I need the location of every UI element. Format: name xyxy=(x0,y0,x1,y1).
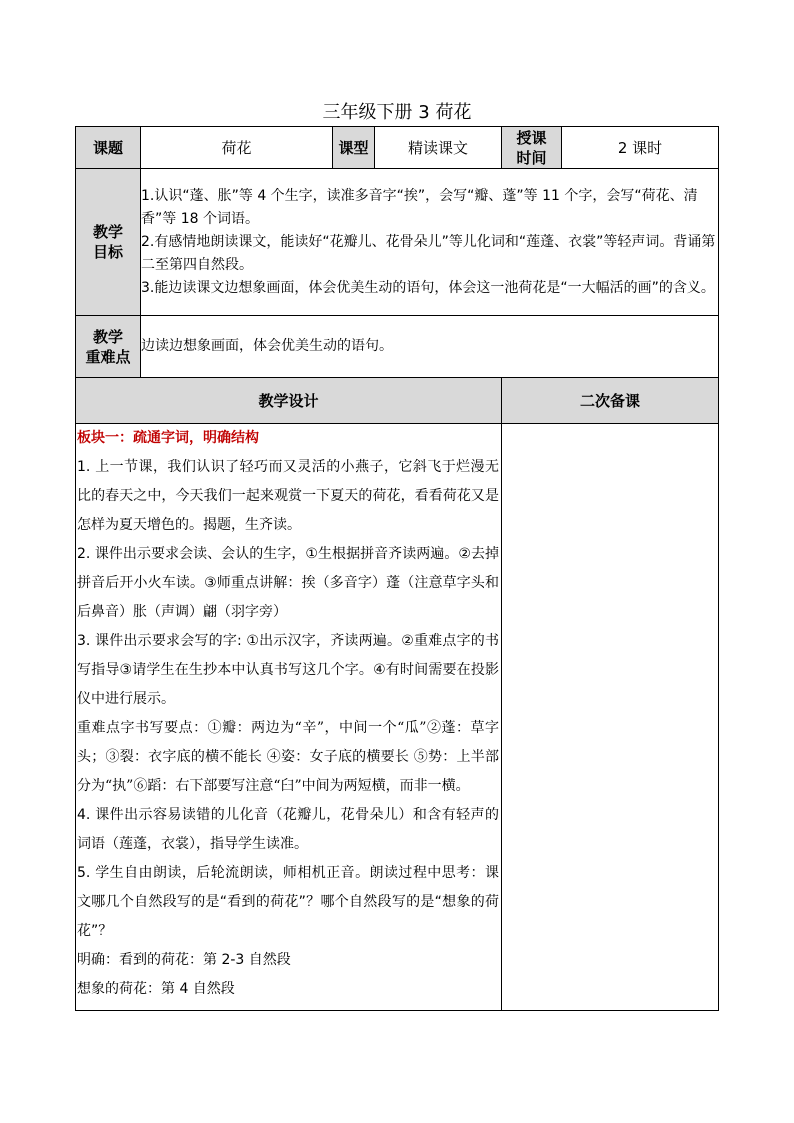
goals-label-cell xyxy=(76,169,141,316)
goals-label-line-1: 教学 xyxy=(92,223,123,241)
hours-label-line-2: 时间 xyxy=(516,148,547,167)
section-title: 板块一：疏通字词，明确结构 xyxy=(77,430,259,446)
type-label-cell xyxy=(333,127,375,169)
design-paragraph-8: 想象的荷花：第 4 自然段 xyxy=(77,981,235,997)
backup-header-cell xyxy=(502,378,719,424)
backup-header-label: 二次备课 xyxy=(579,391,640,410)
topic-label: 课题 xyxy=(92,138,123,157)
hours-value: 2 课时 xyxy=(617,139,663,157)
design-paragraph-5: 4. 课件出示容易读错的儿化音（花瓣儿，花骨朵儿）和含有轻声的词语（莲蓬，衣裳），指导学生读准。 xyxy=(77,807,499,852)
design-header-cell xyxy=(76,378,502,424)
design-content xyxy=(76,424,502,1011)
goal-line-2: 2.有感情地朗读课文，能读好“花瓣儿、花骨朵儿”等儿化词和“莲蓬、衣裳”等轻声词。背诵第二至第四自然段。 xyxy=(141,233,716,273)
backup-notes-cell xyxy=(502,424,719,1011)
goals-label-line-2: 目标 xyxy=(92,243,123,261)
goal-line-1: 1.认识“蓬、胀”等 4 个生字，读准多音字“挨”，会写“瓣、蓬”等 11 个字，会写“荷花、清香”等 18 个词语。 xyxy=(141,187,698,227)
design-paragraph-7: 明确：看到的荷花：第 2-3 自然段 xyxy=(77,952,291,968)
goal-line-3: 3.能边读课文边想象画面，体会优美生动的语句，体会这一池荷花是“一大幅活的画”的含义。 xyxy=(141,279,715,296)
key-points-label-cell xyxy=(76,316,141,378)
topic-label-cell xyxy=(76,127,141,169)
design-paragraph-2: 2. 课件出示要求会读、会认的生字，①生根据拼音齐读两遍。②去掉拼音后开小火车读。③师重点讲解：挨（多音字）蓬（注意草字头和后鼻音）胀（声调）翩（羽字旁） xyxy=(77,546,499,620)
topic-value-cell xyxy=(141,127,333,169)
design-paragraph-6: 5. 学生自由朗读，后轮流朗读，师相机正音。朗读过程中思考：课文哪几个自然段写的是“看到的荷花”？哪个自然段写的是“想象的荷花”？ xyxy=(77,865,499,939)
design-header-row xyxy=(76,378,719,424)
design-row xyxy=(76,424,719,1011)
hours-value-cell xyxy=(562,127,719,169)
key-points-text: 边读边想象画面，体会优美生动的语句。 xyxy=(141,338,393,354)
type-value: 精读课文 xyxy=(407,139,468,157)
topic-value: 荷花 xyxy=(221,139,252,157)
lesson-plan-table xyxy=(75,126,719,1011)
key-points-label-line-1: 教学 xyxy=(92,327,123,346)
design-paragraph-3: 3. 课件出示要求会写的字: ①出示汉字，齐读两遍。②重难点字的书写指导③请学生在生抄本中认真书写这几个字。④有时间需要在投影仪中进行展示。 xyxy=(77,633,499,707)
design-paragraph-4: 重难点字书写要点：①瓣：两边为“辛”，中间一个“瓜”②蓬：草字头；③裂：衣字底的横不能长 ④姿：女子底的横要长 ⑤势：上半部分为“执”⑥蹈：右下部要写注意“臼”中间为两短横，而非一横。 xyxy=(77,720,499,794)
goals-row xyxy=(76,169,719,316)
goals-content xyxy=(141,169,719,316)
design-paragraph-1: 1. 上一节课，我们认识了轻巧而又灵活的小燕子，它斜飞于烂漫无比的春天之中，今天我们一起来观赏一下夏天的荷花，看看荷花又是怎样为夏天增色的。揭题，生齐读。 xyxy=(77,459,499,533)
design-header-label: 教学设计 xyxy=(258,391,319,410)
hours-label-line-1: 授课 xyxy=(516,128,547,147)
page-title: 三年级下册 3 荷花 xyxy=(322,102,472,123)
header-row xyxy=(76,127,719,169)
hours-label-cell xyxy=(502,127,562,169)
key-points-label-line-2: 重难点 xyxy=(85,347,131,366)
key-points-row xyxy=(76,316,719,378)
type-label: 课型 xyxy=(338,138,369,157)
key-points-content xyxy=(141,316,719,378)
type-value-cell xyxy=(375,127,502,169)
